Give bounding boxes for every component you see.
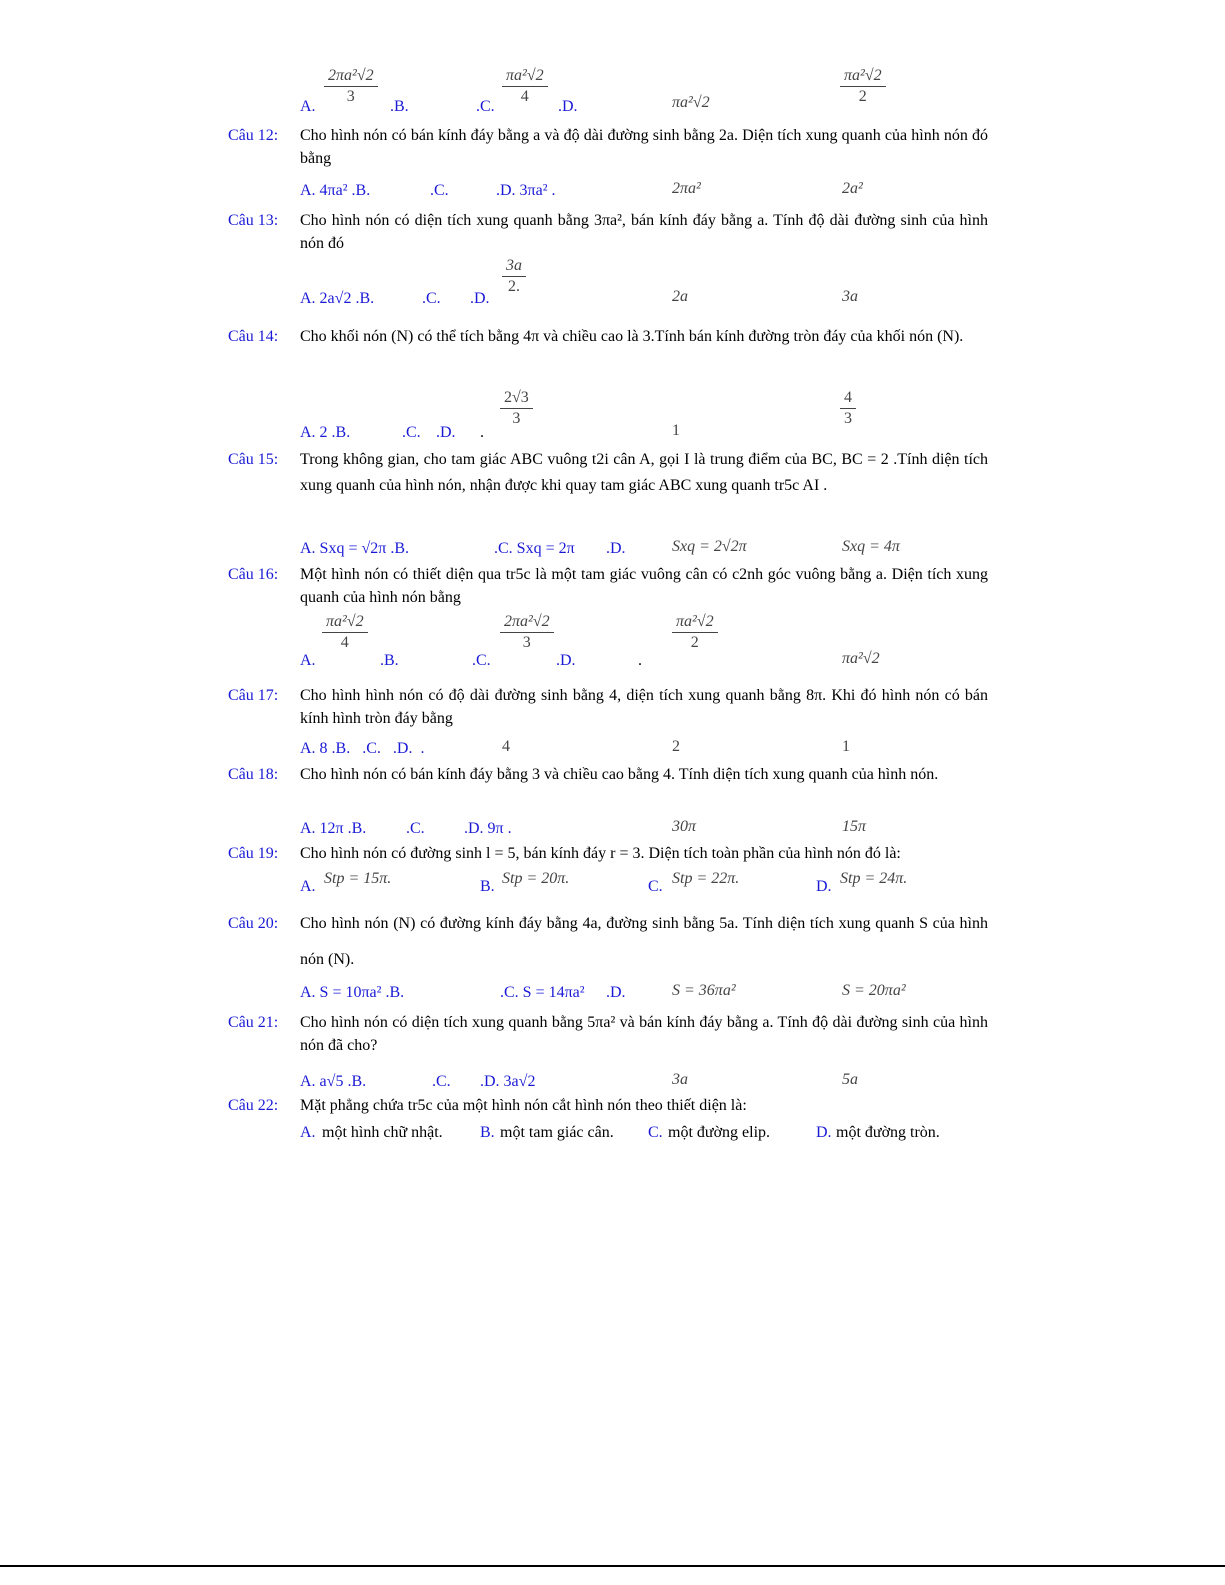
q16-option-c[interactable]: .C. xyxy=(472,652,491,669)
q22-option-a-text: một hình chữ nhật. xyxy=(322,1124,443,1141)
q14-options xyxy=(300,389,1000,442)
q20-option-a[interactable]: A. S = 10πa² .B. xyxy=(300,984,405,1001)
q21-option-d[interactable]: .D. 3a√2 xyxy=(480,1073,536,1090)
q13-option-a[interactable]: A. 2a√2 .B. xyxy=(300,290,375,307)
q18-option-a[interactable]: A. 12π .B. xyxy=(300,820,367,837)
question-text: Cho khối nón (N) có thể tích bằng 4π và chiều cao là 3.Tính bán kính đường tròn đáy của khối nón (N). xyxy=(300,328,964,345)
q19-option-c-value: Stp = 22π. xyxy=(672,870,740,887)
question-text: Cho hình nón có diện tích xung quanh bằng 3πa², bán kính đáy bằng a. Tính độ dài đường sinh của hình nón đó xyxy=(300,212,988,252)
q22-option-c-label[interactable]: C. xyxy=(648,1124,663,1141)
q14-option-a[interactable]: A. 2 .B. xyxy=(300,424,351,441)
q14-value-3-fraction xyxy=(840,388,856,429)
fraction-denominator: 4 xyxy=(340,634,349,651)
q20-option-c[interactable]: .C. S = 14πa² xyxy=(500,984,585,1001)
q12-value-2: 2πa² xyxy=(672,180,701,197)
q11-options xyxy=(300,64,1000,120)
question-text: Trong không gian, cho tam giác ABC vuông t2i cân A, gọi I là trung điểm của BC, BC = 2 .Tính diện tích xung quanh của hình nón, nhận được khi quay tam giác ABC xung quanh tr5c AI . xyxy=(300,451,988,494)
q17-option-a[interactable]: A. 8 .B. .C. .D. . xyxy=(300,740,425,757)
q22-option-b-label[interactable]: B. xyxy=(480,1124,495,1141)
q19-options xyxy=(300,866,1000,896)
q17-value-2: 2 xyxy=(672,738,680,755)
q12-value-3: 2a² xyxy=(842,180,863,197)
fraction-numerator: πa²√2 xyxy=(502,66,548,87)
question-20 xyxy=(228,906,988,978)
fraction-numerator: 3a xyxy=(502,256,526,277)
q22-option-b-text: một tam giác cân. xyxy=(500,1124,614,1141)
q15-options xyxy=(300,528,1000,558)
q12-option-d[interactable]: .D. 3πa² . xyxy=(496,182,556,199)
question-number: Câu 12: xyxy=(228,127,279,144)
fraction-denominator: 2 xyxy=(858,88,867,105)
q11-option-b-fraction xyxy=(502,66,548,107)
q15-value-2: Sxq = 2√2π xyxy=(672,538,747,555)
fraction-denominator: 3 xyxy=(522,634,531,651)
q15-value-3: Sxq = 4π xyxy=(842,538,900,555)
q20-option-d[interactable]: .D. xyxy=(606,984,626,1001)
fraction-numerator: 2πa²√2 xyxy=(324,66,378,87)
q14-value-2: 1 xyxy=(672,422,680,439)
q16-fraction-1 xyxy=(322,612,368,653)
q11-option-c-value: πa²√2 xyxy=(672,94,710,111)
q19-option-d-value: Stp = 24π. xyxy=(840,870,908,887)
fraction-denominator: 2 xyxy=(690,634,699,651)
q11-option-d-label: .D. xyxy=(558,98,578,115)
q21-value-2: 3a xyxy=(672,1071,688,1088)
q16-fraction-2 xyxy=(500,612,554,653)
q19-option-a-value: Stp = 15π. xyxy=(324,870,392,887)
q22-option-a-label[interactable]: A. xyxy=(300,1124,316,1141)
question-number: Câu 21: xyxy=(228,1014,279,1031)
q14-option-c[interactable]: .C. xyxy=(402,424,421,441)
q22-option-d-text: một đường tròn. xyxy=(836,1124,940,1141)
q22-options xyxy=(300,1112,1000,1142)
q13-fraction xyxy=(502,256,526,297)
question-17 xyxy=(228,684,988,730)
q18-options xyxy=(300,808,1000,838)
q15-option-d[interactable]: .D. xyxy=(606,540,626,557)
fraction-denominator: 2. xyxy=(508,278,520,295)
q18-value-3: 15π xyxy=(842,818,867,835)
q17-value-3: 1 xyxy=(842,738,850,755)
q19-option-d-label[interactable]: D. xyxy=(816,878,832,895)
question-text: Cho hình nón có bán kính đáy bằng 3 và chiều cao bằng 4. Tính diện tích xung quanh của hình nón. xyxy=(300,766,939,783)
question-number: Câu 22: xyxy=(228,1097,279,1114)
q19-option-b-label[interactable]: B. xyxy=(480,878,495,895)
question-number: Câu 17: xyxy=(228,687,279,704)
q16-dot: . xyxy=(638,652,642,669)
fraction-denominator: 3 xyxy=(346,88,355,105)
question-text: Cho hình hình nón có độ dài đường sinh bằng 4, diện tích xung quanh bằng 8π. Khi đó hình nón có bán kính hình tròn đáy bằng xyxy=(300,687,988,727)
fraction-numerator: 2πa²√2 xyxy=(500,612,554,633)
q13-option-d[interactable]: .D. xyxy=(470,290,490,307)
q11-option-b-label: .B. xyxy=(390,98,409,115)
q11-option-a-label: A. xyxy=(300,98,316,115)
q11-option-c-label: .C. xyxy=(476,98,495,115)
fraction-numerator: πa²√2 xyxy=(322,612,368,633)
q17-value-1: 4 xyxy=(502,738,510,755)
page-bottom-divider xyxy=(0,1565,1225,1567)
q16-option-a[interactable]: A. xyxy=(300,652,316,669)
q12-option-c[interactable]: .C. xyxy=(430,182,449,199)
question-13 xyxy=(228,209,988,255)
question-16 xyxy=(228,563,988,609)
q20-value-3: S = 20πa² xyxy=(842,982,906,999)
question-number: Câu 15: xyxy=(228,451,279,468)
q13-value-2: 2a xyxy=(672,288,688,305)
q18-value-2: 30π xyxy=(672,818,697,835)
q21-value-3: 5a xyxy=(842,1071,858,1088)
q22-option-d-label[interactable]: D. xyxy=(816,1124,832,1141)
q17-options xyxy=(300,728,1000,758)
q15-option-a[interactable]: A. Sxq = √2π .B. xyxy=(300,540,410,557)
q16-options xyxy=(300,613,1000,670)
fraction-numerator: πa²√2 xyxy=(840,66,886,87)
question-number: Câu 13: xyxy=(228,212,279,229)
question-text: Cho hình nón có đường sinh l = 5, bán kính đáy r = 3. Diện tích toàn phần của hình nón đó là: xyxy=(300,845,901,862)
q13-value-3: 3a xyxy=(842,288,858,305)
question-21 xyxy=(228,1011,988,1057)
question-number: Câu 14: xyxy=(228,328,279,345)
q13-options xyxy=(300,257,1000,308)
question-text: Cho hình nón có diện tích xung quanh bằng 5πa² và bán kính đáy bằng a. Tính độ dài đường sinh của hình nón đã cho? xyxy=(300,1014,988,1054)
fraction-denominator: 3 xyxy=(512,410,521,427)
q21-option-a[interactable]: A. a√5 .B. xyxy=(300,1073,367,1090)
question-12 xyxy=(228,124,988,170)
q21-option-c[interactable]: .C. xyxy=(432,1073,451,1090)
q18-option-c[interactable]: .C. xyxy=(406,820,425,837)
q15-option-c[interactable]: .C. Sxq = 2π xyxy=(494,540,575,557)
q12-option-a[interactable]: A. 4πa² .B. xyxy=(300,182,371,199)
q11-option-a-fraction xyxy=(324,66,378,107)
q19-option-a-label[interactable]: A. xyxy=(300,878,316,895)
q19-option-b-value: Stp = 20π. xyxy=(502,870,570,887)
question-15 xyxy=(228,447,988,499)
q12-options xyxy=(300,170,1000,200)
question-text: Một hình nón có thiết diện qua tr5c là một tam giác vuông cân có c2nh góc vuông bằng a. Diện tích xung quanh của hình nón bằng xyxy=(300,566,988,606)
question-number: Câu 20: xyxy=(228,915,279,932)
question-text: Mặt phẳng chứa tr5c của một hình nón cắt hình nón theo thiết diện là: xyxy=(300,1097,747,1114)
q16-option-b[interactable]: .B. xyxy=(380,652,399,669)
q14-option-d[interactable]: .D. xyxy=(436,424,456,441)
q18-option-d[interactable]: .D. 9π . xyxy=(464,820,512,837)
question-18 xyxy=(228,763,988,786)
fraction-denominator: 4 xyxy=(520,88,529,105)
question-number: Câu 18: xyxy=(228,766,279,783)
question-19 xyxy=(228,842,988,865)
question-number: Câu 16: xyxy=(228,566,279,583)
question-text: Cho hình nón (N) có đường kính đáy bằng 4a, đường sinh bằng 5a. Tính diện tích xung quanh S của hình nón (N). xyxy=(300,915,988,968)
q19-option-c-label[interactable]: C. xyxy=(648,878,663,895)
fraction-denominator: 3 xyxy=(844,410,852,427)
question-text: Cho hình nón có bán kính đáy bằng a và độ dài đường sinh bằng 2a. Diện tích xung quanh của hình nón đó bằng xyxy=(300,127,988,167)
question-number: Câu 19: xyxy=(228,845,279,862)
question-14 xyxy=(228,320,988,354)
q20-options xyxy=(300,972,1000,1002)
q20-value-2: S = 36πa² xyxy=(672,982,736,999)
q21-options xyxy=(300,1061,1000,1091)
q16-value-4: πa²√2 xyxy=(842,650,880,667)
q13-option-c[interactable]: .C. xyxy=(422,290,441,307)
fraction-numerator: πa²√2 xyxy=(672,612,718,633)
fraction-numerator: 4 xyxy=(840,388,856,409)
q22-option-c-text: một đường elip. xyxy=(668,1124,771,1141)
q16-fraction-3 xyxy=(672,612,718,653)
q14-dot: . xyxy=(480,424,484,441)
fraction-numerator: 2√3 xyxy=(500,388,533,409)
q14-fraction xyxy=(500,388,533,429)
q11-option-d-fraction xyxy=(840,66,886,107)
q16-option-d[interactable]: .D. xyxy=(556,652,576,669)
